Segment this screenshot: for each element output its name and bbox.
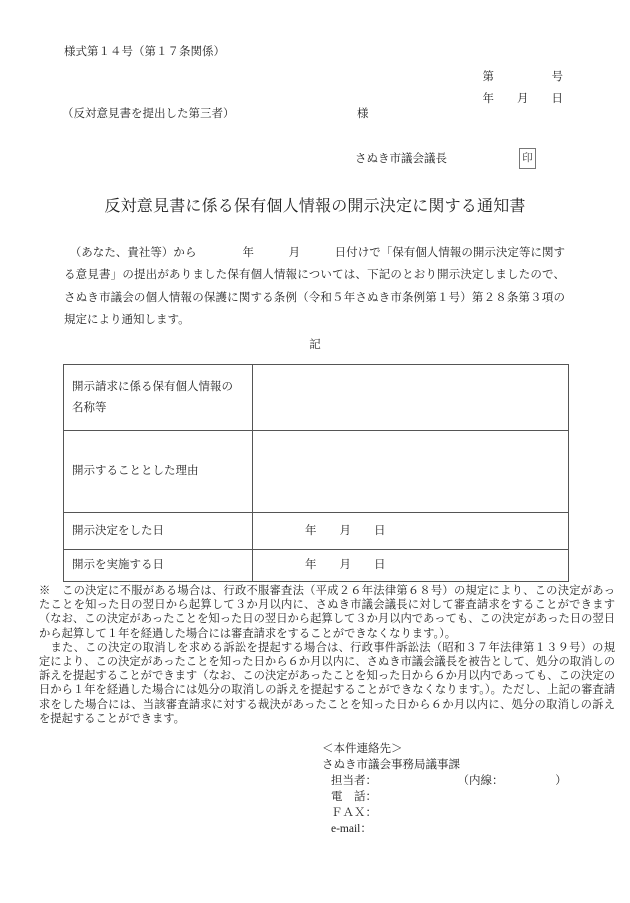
contact-heading: ＜本件連絡先＞ — [322, 743, 403, 755]
row-value-implementation-date: 年 月 日 — [253, 550, 569, 582]
body-paragraph: （あなた、貴社等）から 年 月 日付けで「保有個人情報の開示決定等に関する意見書」の提出がありました保有個人情報については、下記のとおり開示決定しましたので、さぬき市議会の個人情報の保護に関する条例（令和５年さぬき市条例第１号）第２８条第３項の規定により通知します。 — [64, 247, 565, 327]
row-value-disclosure-reason — [253, 431, 569, 513]
addressee-placeholder: （反対意見書を提出した第三者） — [62, 108, 235, 120]
appeal-note-paragraph-1: ※ この決定に不服がある場合は、行政不服審査法（平成２６年法律第６８号）の規定により、この決定があったことを知った日の翌日から起算して３か月以内に、さぬき市議会議長に対して審査請求をすることができます（なお、この決定があったことを知った日の翌日から起算して３か月以内であっても、この決定があった日の翌日から起算して１年を経過した場合には審査請求をすることができなくなります。）。 — [39, 585, 615, 640]
row-value-information-name — [253, 365, 569, 431]
document-title: 反対意見書に係る保有個人情報の開示決定に関する通知書 — [104, 198, 526, 215]
form-number: 様式第１４号（第１７条関係） — [64, 46, 225, 58]
contact-block — [322, 741, 567, 837]
seal-mark: 印 — [519, 148, 536, 169]
row-label-implementation-date: 開示を実施する日 — [64, 550, 253, 582]
row-label-information-name: 開示請求に係る保有個人情報の名称等 — [64, 365, 253, 431]
row-label-decision-date: 開示決定をした日 — [64, 513, 253, 550]
table-row — [64, 431, 569, 513]
appeal-notes — [39, 584, 615, 726]
contact-email-line: e-mail： — [331, 823, 372, 835]
contact-organization: さぬき市議会事務局議事課 — [322, 759, 460, 771]
sender-name: さぬき市議会議長 — [355, 153, 447, 165]
table-row — [64, 513, 569, 550]
document-number-date-block — [483, 66, 564, 110]
contact-person-line: 担当者： （内線： ） — [331, 775, 567, 787]
document-date: 年 月 日 — [482, 93, 563, 105]
record-heading: 記 — [309, 339, 321, 351]
appeal-note-paragraph-2: また、この決定の取消しを求める訴訟を提起する場合は、行政事件訴訟法（昭和３７年法律第１３９号）の規定により、この決定があったことを知った日から６か月以内に、さぬき市議会議長を被告として、処分の取消しの訴えを提起することができます（なお、この決定があったことを知った日から６か月以内であっても、この決定の日から１年を経過した場合には処分の取消しの訴えを提起することができなくなります。）。ただし、上記の審査請求をした場合には、当該審査請求に対する裁決があったことを知った日から６か月以内に、処分の取消しの訴えを提起することができます。 — [39, 641, 615, 725]
table-row — [64, 365, 569, 431]
table-row — [64, 550, 569, 582]
document-number: 第 号 — [482, 71, 563, 83]
addressee-line — [0, 107, 630, 123]
contact-fax-line: ＦＡＸ： — [331, 807, 377, 819]
contact-phone-line: 電 話： — [331, 791, 377, 803]
sender-line — [0, 151, 630, 171]
row-label-disclosure-reason: 開示することとした理由 — [64, 431, 253, 513]
addressee-honorific: 様 — [357, 108, 369, 120]
disclosure-table — [63, 364, 569, 582]
row-value-decision-date: 年 月 日 — [253, 513, 569, 550]
